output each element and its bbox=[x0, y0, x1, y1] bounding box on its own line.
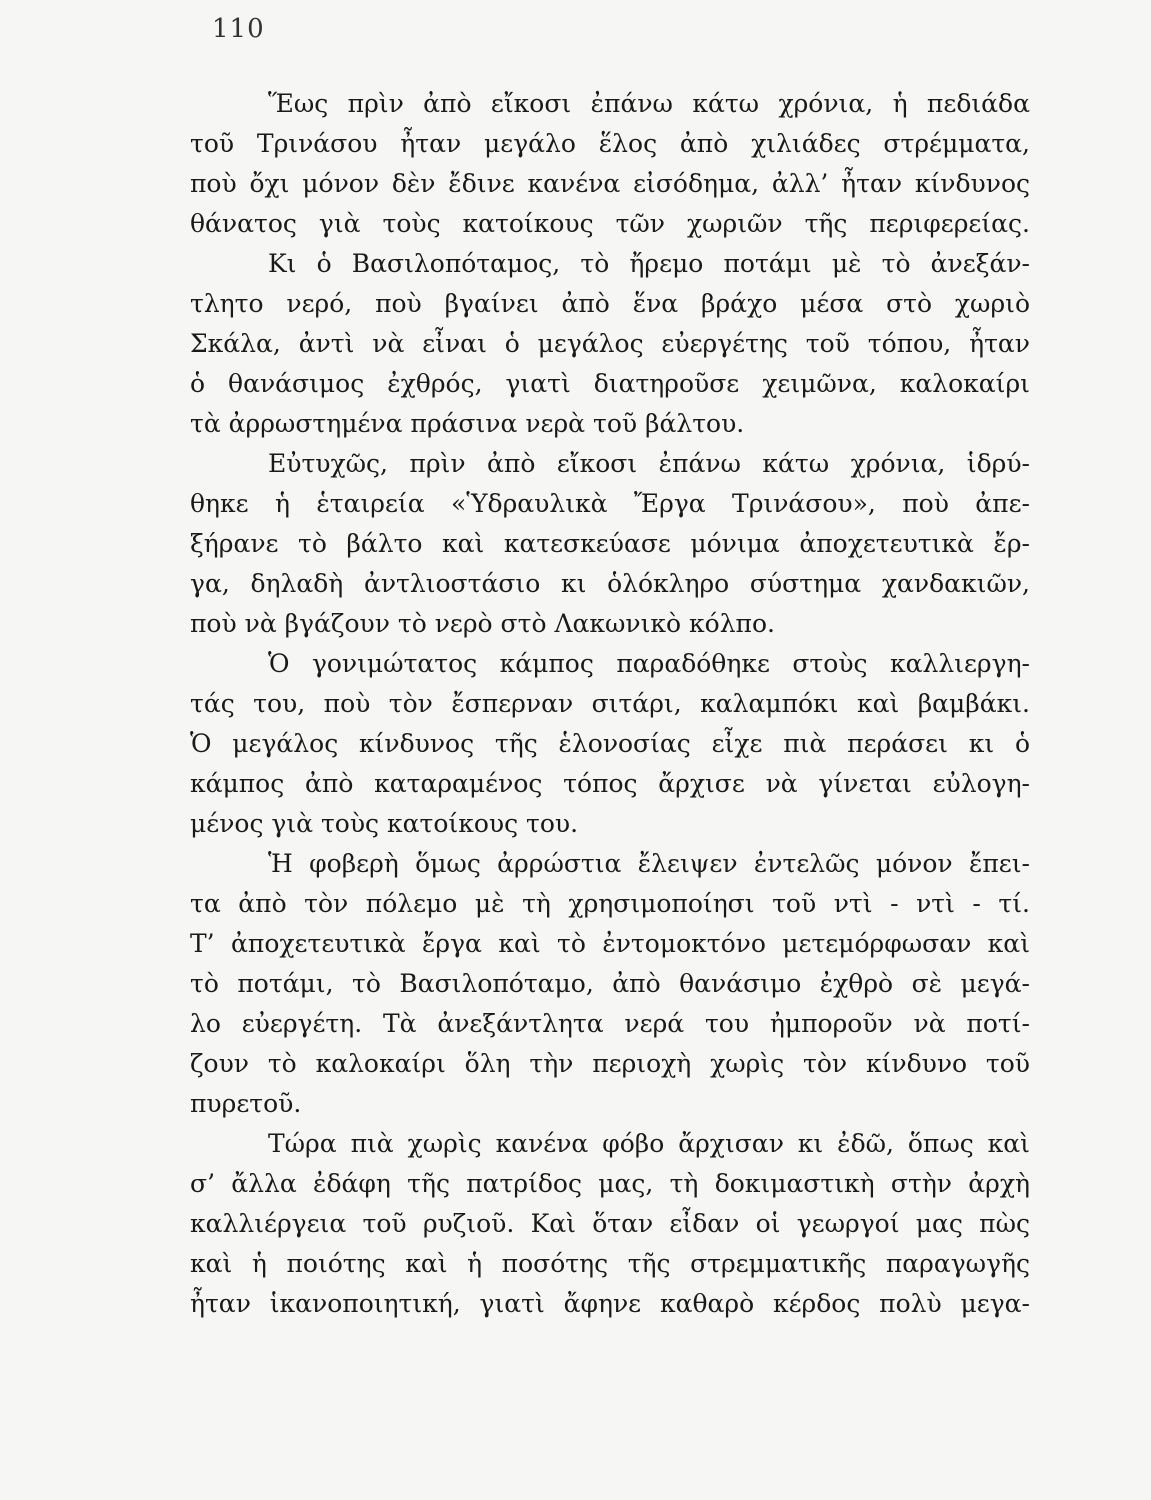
text-line: ἦταν ἱκανοποιητική, γιατὶ ἄφηνε καθαρὸ κέρδος πολὺ μεγα- bbox=[190, 1289, 1030, 1318]
text-line: θάνατος γιὰ τοὺς κατοίκους τῶν χωριῶν τῆς περιφερείας. bbox=[190, 209, 1030, 238]
text-line: τοῦ Τρινάσου ἦταν μεγάλο ἕλος ἀπὸ χιλιάδες στρέμματα, bbox=[190, 129, 1030, 158]
paragraph bbox=[190, 84, 1030, 244]
text-line: σ’ ἄλλα ἐδάφη τῆς πατρίδος μας, τὴ δοκιμαστικὴ στὴν ἀρχὴ bbox=[190, 1169, 1030, 1198]
text-line: τὸ ποτάμι, τὸ Βασιλοπόταμο, ἀπὸ θανάσιμο ἐχθρὸ σὲ μεγά- bbox=[190, 969, 1030, 998]
paragraph bbox=[190, 244, 1030, 444]
paragraph bbox=[190, 1124, 1030, 1324]
text-line: ποὺ νὰ βγάζουν τὸ νερὸ στὸ Λακωνικὸ κόλπο. bbox=[190, 609, 775, 638]
paragraph bbox=[190, 644, 1030, 844]
text-line: ποὺ ὄχι μόνον δὲν ἔδινε κανένα εἰσόδημα, ἀλλ’ ἦταν κίνδυνος bbox=[190, 169, 1030, 198]
text-line: Κι ὁ Βασιλοπόταμος, τὸ ἤρεμο ποτάμι μὲ τὸ ἀνεξάν- bbox=[268, 249, 1030, 278]
text-line: τα ἀπὸ τὸν πόλεμο μὲ τὴ χρησιμοποίησι τοῦ ντὶ - ντὶ - τί. bbox=[190, 889, 1030, 918]
text-line: ζουν τὸ καλοκαίρι ὅλη τὴν περιοχὴ χωρὶς τὸν κίνδυνο τοῦ bbox=[190, 1049, 1030, 1078]
paragraph bbox=[190, 844, 1030, 1124]
text-line: τάς του, ποὺ τὸν ἔσπερναν σιτάρι, καλαμπόκι καὶ βαμβάκι. bbox=[190, 689, 1030, 718]
text-line: θηκε ἡ ἑταιρεία «Ὑδραυλικὰ Ἔργα Τρινάσου», ποὺ ἀπε- bbox=[190, 489, 1030, 518]
text-line: καὶ ἡ ποιότης καὶ ἡ ποσότης τῆς στρεμματικῆς παραγωγῆς bbox=[190, 1249, 1030, 1278]
text-line: κάμπος ἀπὸ καταραμένος τόπος ἄρχισε νὰ γίνεται εὐλογη- bbox=[190, 769, 1030, 798]
text-line: πυρετοῦ. bbox=[190, 1089, 302, 1118]
text-line: Τ’ ἀποχετευτικὰ ἔργα καὶ τὸ ἐντομοκτόνο μετεμόρφωσαν καὶ bbox=[190, 929, 1030, 958]
body-text bbox=[190, 84, 1030, 1324]
page-number: 110 bbox=[212, 14, 265, 44]
text-line: Σκάλα, ἀντὶ νὰ εἶναι ὁ μεγάλος εὐεργέτης τοῦ τόπου, ἦταν bbox=[190, 329, 1030, 358]
text-line: καλλιέργεια τοῦ ρυζιοῦ. Καὶ ὅταν εἶδαν οἱ γεωργοί μας πὼς bbox=[190, 1209, 1030, 1238]
text-line: Τώρα πιὰ χωρὶς κανένα φόβο ἄρχισαν κι ἐδῶ, ὅπως καὶ bbox=[268, 1129, 1030, 1158]
text-line: Ἡ φοβερὴ ὅμως ἀρρώστια ἔλειψεν ἐντελῶς μόνον ἔπει- bbox=[268, 849, 1030, 878]
paragraph bbox=[190, 444, 1030, 644]
text-line: λο εὐεργέτη. Τὰ ἀνεξάντλητα νερά του ἠμποροῦν νὰ ποτί- bbox=[190, 1009, 1030, 1038]
text-line: ξήρανε τὸ βάλτο καὶ κατεσκεύασε μόνιμα ἀποχετευτικὰ ἔρ- bbox=[190, 529, 1030, 558]
text-line: τλητο νερό, ποὺ βγαίνει ἀπὸ ἕνα βράχο μέσα στὸ χωριὸ bbox=[190, 289, 1030, 318]
text-line: γα, δηλαδὴ ἀντλιοστάσιο κι ὁλόκληρο σύστημα χανδακιῶν, bbox=[190, 569, 1030, 598]
text-line: Εὐτυχῶς, πρὶν ἀπὸ εἴκοσι ἐπάνω κάτω χρόνια, ἱδρύ- bbox=[268, 449, 1030, 478]
text-line: τὰ ἀρρωστημένα πράσινα νερὰ τοῦ βάλτου. bbox=[190, 409, 745, 438]
text-line: Ὁ γονιμώτατος κάμπος παραδόθηκε στοὺς καλλιεργη- bbox=[268, 649, 1030, 678]
text-line: ὁ θανάσιμος ἐχθρός, γιατὶ διατηροῦσε χειμῶνα, καλοκαίρι bbox=[190, 369, 1030, 398]
text-line: μένος γιὰ τοὺς κατοίκους του. bbox=[190, 809, 579, 838]
text-line: Ὁ μεγάλος κίνδυνος τῆς ἑλονοσίας εἶχε πιὰ περάσει κι ὁ bbox=[190, 729, 1030, 758]
text-line: Ἕως πρὶν ἀπὸ εἴκοσι ἐπάνω κάτω χρόνια, ἡ πεδιάδα bbox=[268, 89, 1030, 118]
